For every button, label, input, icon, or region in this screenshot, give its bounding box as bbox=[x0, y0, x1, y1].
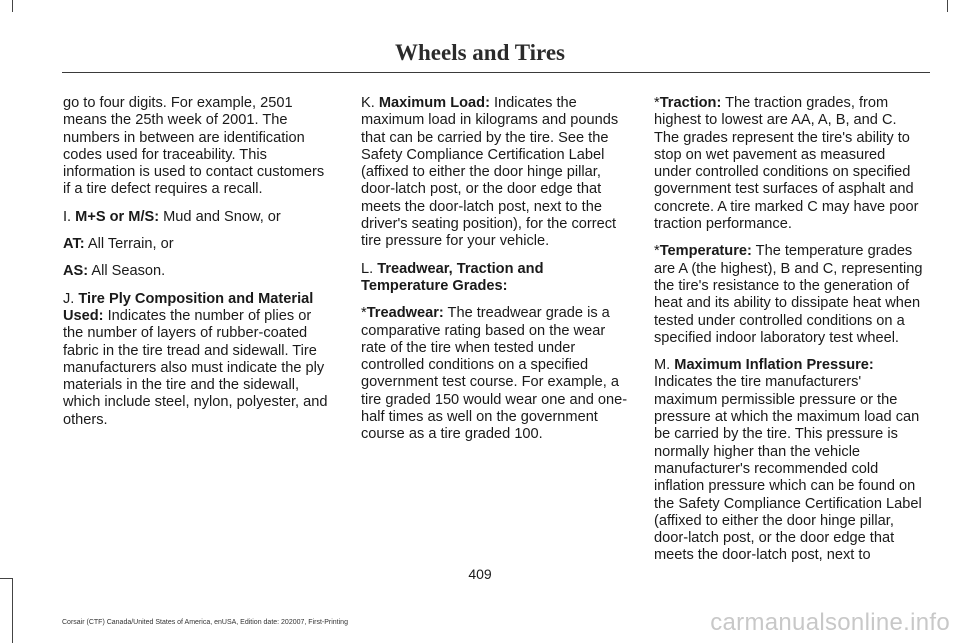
text-column-1 bbox=[63, 95, 333, 439]
text-column-2 bbox=[361, 95, 631, 454]
paragraph-traction: *Traction: The traction grades, from highest to lowest are AA, A, B, and C. The grades represent the tire's ability to stop on wet pavement as measured under controlled conditions on specified government test surfaces of asphalt and concrete. A tire marked C may have poor traction performance. bbox=[654, 95, 919, 233]
paragraph-i-mud-snow: I. M+S or M/S: Mud and Snow, or bbox=[63, 208, 281, 225]
paragraph-m-max-inflation: M. Maximum Inflation Pressure: Indicates the tire manufacturers' maximum permissible pressure or the pressure at which the maximum load can be carried by the tire. This pressure is normally higher than the vehicle manufacturer's recommended cold inflation pressure which can be found on the Safety Compliance Certification Label (affixed to either the door hinge pillar, door-latch post, or the door edge that meets the door-latch post, next to bbox=[654, 357, 922, 564]
crop-mark-top-left-vertical bbox=[12, 0, 13, 12]
paragraph-date-code: go to four digits. For example, 2501 means the 25th week of 2001. The numbers in between are identification codes used for traceability. This information is used to contact customers if a tire defect requires a recall. bbox=[63, 95, 325, 198]
paragraph-k-maximum-load: K. Maximum Load: Indicates the maximum load in kilograms and pounds that can be carried by the tire. See the Safety Compliance Certification Label (affixed to either the door hinge pillar, door-latch post, or the door edge that meets the door-latch post, next to the driver's seating position), for the correct tire pressure for your vehicle. bbox=[361, 95, 619, 250]
paragraph-l-grades-heading: L. Treadwear, Traction and Temperature Grades: bbox=[361, 260, 544, 294]
page-number: 409 bbox=[468, 566, 492, 582]
paragraph-treadwear: *Treadwear: The treadwear grade is a comparative rating based on the wear rate of the tire when tested under controlled conditions on a specified government test course. For example, a tire graded 150 would wear one and one-half times as well on the government course as a tire graded 100. bbox=[361, 305, 628, 443]
crop-mark-top-right-vertical bbox=[947, 0, 948, 12]
header-rule bbox=[62, 72, 930, 73]
edition-footer: Corsair (CTF) Canada/United States of America, enUSA, Edition date: 202007, First-Printing bbox=[62, 619, 348, 626]
page-title: Wheels and Tires bbox=[395, 40, 565, 65]
crop-mark-bottom-left-vertical bbox=[12, 578, 13, 643]
paragraph-all-terrain: AT: All Terrain, or bbox=[63, 236, 174, 253]
paragraph-all-season: AS: All Season. bbox=[63, 263, 166, 280]
paragraph-j-ply-composition: J. Tire Ply Composition and Material Used: Indicates the number of plies or the number of layers of rubber-coated fabric in the tire tread and sidewall. Tire manufacturers also must indicate the ply materials in the tire and the sidewall, which include steel, nylon, polyester, and others. bbox=[63, 290, 328, 428]
paragraph-temperature: *Temperature: The temperature grades are A (the highest), B and C, representing the tire's resistance to the generation of heat and its ability to dissipate heat when tested under controlled conditions on a specified indoor laboratory test wheel. bbox=[654, 243, 923, 346]
text-column-3 bbox=[654, 95, 924, 575]
watermark: carmanualsonline.info bbox=[710, 609, 950, 636]
